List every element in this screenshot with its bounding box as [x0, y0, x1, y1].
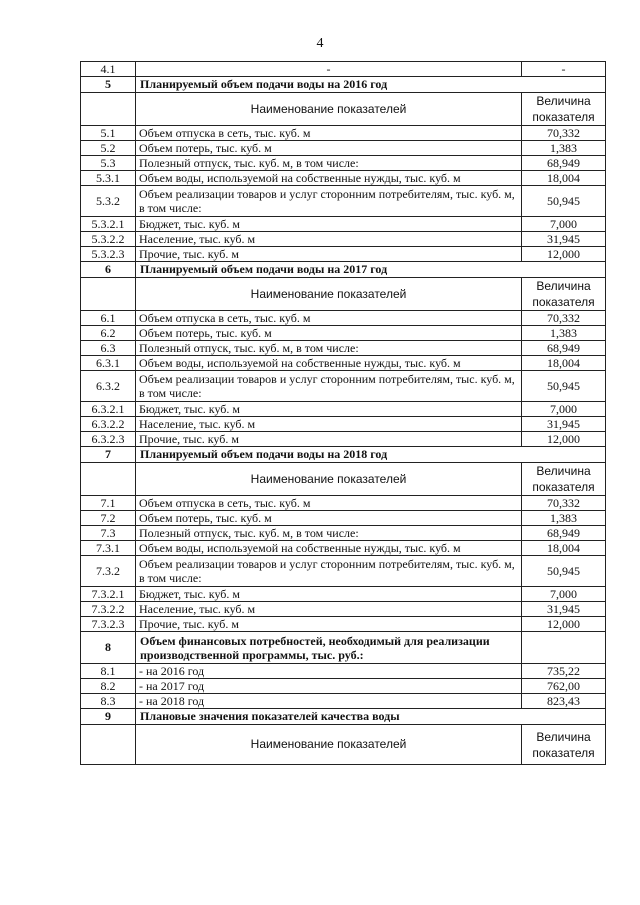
row-value: 70,332 [522, 496, 606, 511]
column-header-value: Величина показателя [522, 725, 606, 765]
table-row [81, 62, 606, 77]
table-row [81, 417, 606, 432]
row-number: 7.3.2.3 [81, 617, 136, 632]
section-title: Планируемый объем подачи воды на 2018 год [136, 447, 606, 463]
table-row [81, 679, 606, 694]
row-number: 8.3 [81, 694, 136, 709]
table-row [81, 156, 606, 171]
row-value: 7,000 [522, 402, 606, 417]
table-row [81, 402, 606, 417]
section-number: 9 [81, 709, 136, 725]
row-value: 50,945 [522, 186, 606, 217]
table-row [81, 217, 606, 232]
row-number: 5.3.2 [81, 186, 136, 217]
row-name: Объем отпуска в сеть, тыс. куб. м [136, 311, 522, 326]
row-name: Прочие, тыс. куб. м [136, 617, 522, 632]
row-name: Объем отпуска в сеть, тыс. куб. м [136, 496, 522, 511]
table-row [81, 186, 606, 217]
row-value: 68,949 [522, 156, 606, 171]
row-name: Бюджет, тыс. куб. м [136, 402, 522, 417]
empty-number-cell [81, 463, 136, 496]
row-value: 1,383 [522, 141, 606, 156]
row-number: 6.3.2.1 [81, 402, 136, 417]
row-name: Население, тыс. куб. м [136, 232, 522, 247]
section-title: Объем финансовых потребностей, необходимый для реализации производственной программы, тыс. руб.: [136, 632, 522, 664]
table-row [81, 326, 606, 341]
section-row [81, 77, 606, 93]
table-row [81, 311, 606, 326]
row-name: Объем потерь, тыс. куб. м [136, 326, 522, 341]
row-number: 7.3.1 [81, 541, 136, 556]
section-row [81, 447, 606, 463]
row-value: 18,004 [522, 356, 606, 371]
row-number: 7.3.2.1 [81, 587, 136, 602]
program-table [80, 61, 606, 765]
row-number: 5.3.2.1 [81, 217, 136, 232]
table-row [81, 341, 606, 356]
table-row [81, 617, 606, 632]
column-header-value: Величина показателя [522, 278, 606, 311]
table-row [81, 141, 606, 156]
row-number: 6.3.1 [81, 356, 136, 371]
row-number: 8.1 [81, 664, 136, 679]
row-number: 7.3.2.2 [81, 602, 136, 617]
row-name: Прочие, тыс. куб. м [136, 432, 522, 447]
table-body [81, 62, 606, 765]
row-value: 50,945 [522, 556, 606, 587]
row-value: - [522, 62, 606, 77]
row-number: 7.3.2 [81, 556, 136, 587]
table-row [81, 371, 606, 402]
row-number: 5.3 [81, 156, 136, 171]
row-value: 12,000 [522, 617, 606, 632]
row-name: Объем реализации товаров и услуг сторонним потребителям, тыс. куб. м, в том числе: [136, 371, 522, 402]
table-row [81, 526, 606, 541]
column-header-value: Величина показателя [522, 93, 606, 126]
column-header-name: Наименование показателей [136, 463, 522, 496]
row-number: 6.2 [81, 326, 136, 341]
table-row [81, 511, 606, 526]
table-row [81, 432, 606, 447]
row-name: Полезный отпуск, тыс. куб. м, в том числе: [136, 526, 522, 541]
row-value: 70,332 [522, 311, 606, 326]
section-title: Планируемый объем подачи воды на 2017 год [136, 262, 606, 278]
column-header-name: Наименование показателей [136, 278, 522, 311]
table-row [81, 496, 606, 511]
row-value: 31,945 [522, 602, 606, 617]
row-number: 5.3.2.2 [81, 232, 136, 247]
table-row [81, 587, 606, 602]
row-name: Объем потерь, тыс. куб. м [136, 141, 522, 156]
row-value: 68,949 [522, 526, 606, 541]
row-value: 31,945 [522, 232, 606, 247]
row-number: 7.3 [81, 526, 136, 541]
row-value: 7,000 [522, 217, 606, 232]
row-number: 7.2 [81, 511, 136, 526]
page-number: 4 [316, 36, 324, 51]
row-number: 5.3.1 [81, 171, 136, 186]
section-row [81, 709, 606, 725]
section-row [81, 632, 606, 664]
row-number: 5.3.2.3 [81, 247, 136, 262]
row-name: Объем воды, используемой на собственные нужды, тыс. куб. м [136, 541, 522, 556]
row-name: - на 2018 год [136, 694, 522, 709]
section-title: Плановые значения показателей качества воды [136, 709, 606, 725]
section-number: 7 [81, 447, 136, 463]
empty-number-cell [81, 93, 136, 126]
section-number: 6 [81, 262, 136, 278]
row-name: Объем воды, используемой на собственные нужды, тыс. куб. м [136, 356, 522, 371]
column-header-name: Наименование показателей [136, 93, 522, 126]
row-value: 12,000 [522, 247, 606, 262]
table-row [81, 247, 606, 262]
empty-number-cell [81, 278, 136, 311]
row-name: Полезный отпуск, тыс. куб. м, в том числе: [136, 156, 522, 171]
row-name: Объем воды, используемой на собственные нужды, тыс. куб. м [136, 171, 522, 186]
column-header-name: Наименование показателей [136, 725, 522, 765]
table-row [81, 664, 606, 679]
row-name: Полезный отпуск, тыс. куб. м, в том числе: [136, 341, 522, 356]
table-row [81, 541, 606, 556]
row-name: Население, тыс. куб. м [136, 602, 522, 617]
column-header-row [81, 278, 606, 311]
row-value: 762,00 [522, 679, 606, 694]
row-number: 6.3.2.2 [81, 417, 136, 432]
empty-value-cell [522, 632, 606, 664]
row-number: 6.3.2 [81, 371, 136, 402]
row-name: Бюджет, тыс. куб. м [136, 587, 522, 602]
row-number: 6.3 [81, 341, 136, 356]
section-row [81, 262, 606, 278]
row-number: 6.3.2.3 [81, 432, 136, 447]
row-number: 4.1 [81, 62, 136, 77]
table-row [81, 126, 606, 141]
row-value: 1,383 [522, 326, 606, 341]
row-number: 6.1 [81, 311, 136, 326]
row-name: Объем потерь, тыс. куб. м [136, 511, 522, 526]
section-title: Планируемый объем подачи воды на 2016 год [136, 77, 606, 93]
table-row [81, 556, 606, 587]
row-value: 68,949 [522, 341, 606, 356]
row-name: Прочие, тыс. куб. м [136, 247, 522, 262]
column-header-row [81, 725, 606, 765]
row-value: 12,000 [522, 432, 606, 447]
row-number: 8.2 [81, 679, 136, 694]
row-name: Объем отпуска в сеть, тыс. куб. м [136, 126, 522, 141]
empty-number-cell [81, 725, 136, 765]
row-value: 735,22 [522, 664, 606, 679]
row-name: Бюджет, тыс. куб. м [136, 217, 522, 232]
row-name: - на 2017 год [136, 679, 522, 694]
row-number: 5.1 [81, 126, 136, 141]
table-row [81, 171, 606, 186]
row-name: - на 2016 год [136, 664, 522, 679]
row-value: 18,004 [522, 541, 606, 556]
row-number: 7.1 [81, 496, 136, 511]
column-header-row [81, 93, 606, 126]
row-value: 18,004 [522, 171, 606, 186]
table-row [81, 356, 606, 371]
row-value: 823,43 [522, 694, 606, 709]
section-number: 8 [81, 632, 136, 664]
table-row [81, 694, 606, 709]
row-name: - [136, 62, 522, 77]
column-header-value: Величина показателя [522, 463, 606, 496]
table-row [81, 232, 606, 247]
row-value: 31,945 [522, 417, 606, 432]
row-value: 1,383 [522, 511, 606, 526]
row-value: 70,332 [522, 126, 606, 141]
row-value: 50,945 [522, 371, 606, 402]
row-name: Объем реализации товаров и услуг сторонним потребителям, тыс. куб. м, в том числе: [136, 556, 522, 587]
column-header-row [81, 463, 606, 496]
row-value: 7,000 [522, 587, 606, 602]
row-name: Население, тыс. куб. м [136, 417, 522, 432]
row-name: Объем реализации товаров и услуг сторонним потребителям, тыс. куб. м, в том числе: [136, 186, 522, 217]
section-number: 5 [81, 77, 136, 93]
row-number: 5.2 [81, 141, 136, 156]
table-row [81, 602, 606, 617]
